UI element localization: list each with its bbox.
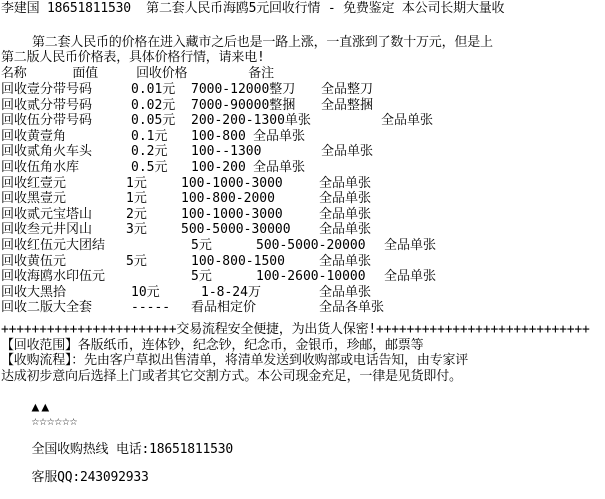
row-value: 0.5元: [131, 159, 168, 175]
row-name: 回收黑壹元: [1, 191, 67, 207]
qq-text: 客服QQ:243092933: [31, 470, 149, 485]
row-price: 200-200-1300单张: [191, 113, 311, 129]
table-row: [1, 98, 605, 114]
row-name: 回收大黑拾: [1, 284, 67, 300]
row-note: 全品单张: [319, 191, 372, 207]
row-value: 5元: [126, 253, 147, 269]
row-name: 回收黄壹角: [1, 128, 67, 144]
row-note: 全品单张: [253, 128, 306, 144]
row-price: 100-2600-10000: [256, 269, 366, 285]
price-table: [1, 82, 605, 316]
row-name: 回收黄伍元: [1, 253, 67, 269]
row-value: 0.02元: [131, 97, 176, 113]
row-extra: 全品单张: [381, 113, 434, 129]
row-price: 500-5000-20000: [256, 237, 366, 253]
table-row: [1, 269, 605, 285]
row-note: 全品单张: [384, 269, 437, 285]
row-note: 全品单张: [384, 237, 437, 253]
row-note: 全品单张: [319, 284, 372, 300]
table-row: [1, 160, 605, 176]
row-note: 全品单张: [319, 253, 372, 269]
row-note: 全品单张: [319, 206, 372, 222]
row-name: 回收贰分带号码: [1, 97, 93, 113]
row-value: 2元: [126, 206, 147, 222]
row-value: 1元: [126, 191, 147, 207]
row-name: 回收红壹元: [1, 175, 67, 191]
row-note: 全品单张: [319, 222, 372, 238]
row-note: 全品单张: [319, 175, 372, 191]
row-name: 回收贰角火车头: [1, 144, 93, 160]
table-header: 名称 面值 回收价格 备注: [1, 66, 274, 81]
row-note: 全品整刀: [321, 82, 374, 97]
row-name: 回收贰元宝塔山: [1, 206, 93, 222]
table-row: [1, 82, 605, 98]
table-row: [1, 176, 605, 192]
row-value: 10元: [131, 284, 160, 300]
table-row: [1, 254, 605, 270]
row-note: 全品整捆: [321, 97, 374, 113]
row-price: 100-1000-3000: [181, 175, 283, 191]
row-value: 0.01元: [131, 82, 176, 97]
row-price: 100-1000-3000: [181, 206, 283, 222]
row-name: 回收伍分带号码: [1, 113, 93, 129]
intro-paragraph: 第二套人民币的价格在进入藏市之后也是一路上涨，一直涨到了数十万元，但是上: [32, 35, 493, 50]
page-footer: [1, 387, 234, 485]
row-price: 1-8-24万: [201, 284, 261, 300]
row-note: 全品单张: [253, 159, 306, 175]
table-row: [1, 191, 605, 207]
row-price: 100--1300: [191, 144, 262, 160]
table-row: [1, 300, 605, 316]
row-note: 全品单张: [321, 144, 374, 160]
process-line-1: 【收购流程】：先由客户草拟出售清单，将清单发送到收购部或电话告知，由专家评: [1, 353, 469, 368]
row-value: 1元: [126, 175, 147, 191]
row-price: 7000-90000整捆: [191, 97, 296, 113]
row-price: 100-800-2000: [181, 191, 275, 207]
row-value: 0.2元: [131, 144, 168, 160]
table-row: [1, 207, 605, 223]
process-line-2: 达成初步意向后选择上门或者其它交割方式。本公司现金充足，一律是见货即付。: [1, 369, 462, 384]
row-price: 7000-12000整刀: [191, 82, 296, 97]
row-price: 看品相定价: [191, 300, 257, 316]
row-value: 3元: [126, 222, 147, 238]
row-price: 100-200: [191, 159, 246, 175]
row-name: 回收壹分带号码: [1, 82, 93, 97]
table-row: [1, 238, 605, 254]
page-header: 李建国 18651811530 第二套人民币海鸥5元回收行情 - 免费鉴定 本公司长期大量收: [1, 1, 505, 16]
row-name: 回收海鸥水印伍元: [1, 269, 106, 285]
table-row: [1, 144, 605, 160]
intro-subtitle: 第二版人民币价格表，具体价格行情，请来电!: [1, 50, 265, 65]
row-price: 100-800-1500: [191, 253, 285, 269]
row-name: 回收红伍元大团结: [1, 237, 106, 253]
row-note: 全品各单张: [319, 300, 385, 316]
row-name: 回收二版大全套: [1, 300, 93, 316]
row-price: 500-5000-30000: [181, 222, 291, 238]
triangle-icon: ▲▲: [31, 400, 52, 415]
hotline-text: 全国收购热线 电话:18651811530: [31, 442, 234, 457]
row-price: 100-800: [191, 128, 246, 144]
row-name: 回收伍角水库: [1, 159, 80, 175]
row-value: 0.1元: [131, 128, 168, 144]
star-rating: ☆☆☆☆☆☆: [31, 414, 78, 429]
table-row: [1, 285, 605, 301]
recycle-range: 【回收范围】各版纸币，连体钞，纪念钞，纪念币，金银币，珍邮，邮票等: [1, 338, 424, 353]
table-row: [1, 129, 605, 145]
row-value: 0.05元: [131, 113, 176, 129]
row-value: 5元: [191, 269, 212, 285]
row-name: 回收叁元井冈山: [1, 222, 93, 238]
row-value: 5元: [191, 237, 212, 253]
table-row: [1, 113, 605, 129]
notice-banner: +++++++++++++++++++++++交易流程安全便捷，为出货人保密!++++++++++++++++++++++++++++: [1, 322, 590, 337]
table-row: [1, 222, 605, 238]
row-value: -----: [131, 300, 171, 316]
